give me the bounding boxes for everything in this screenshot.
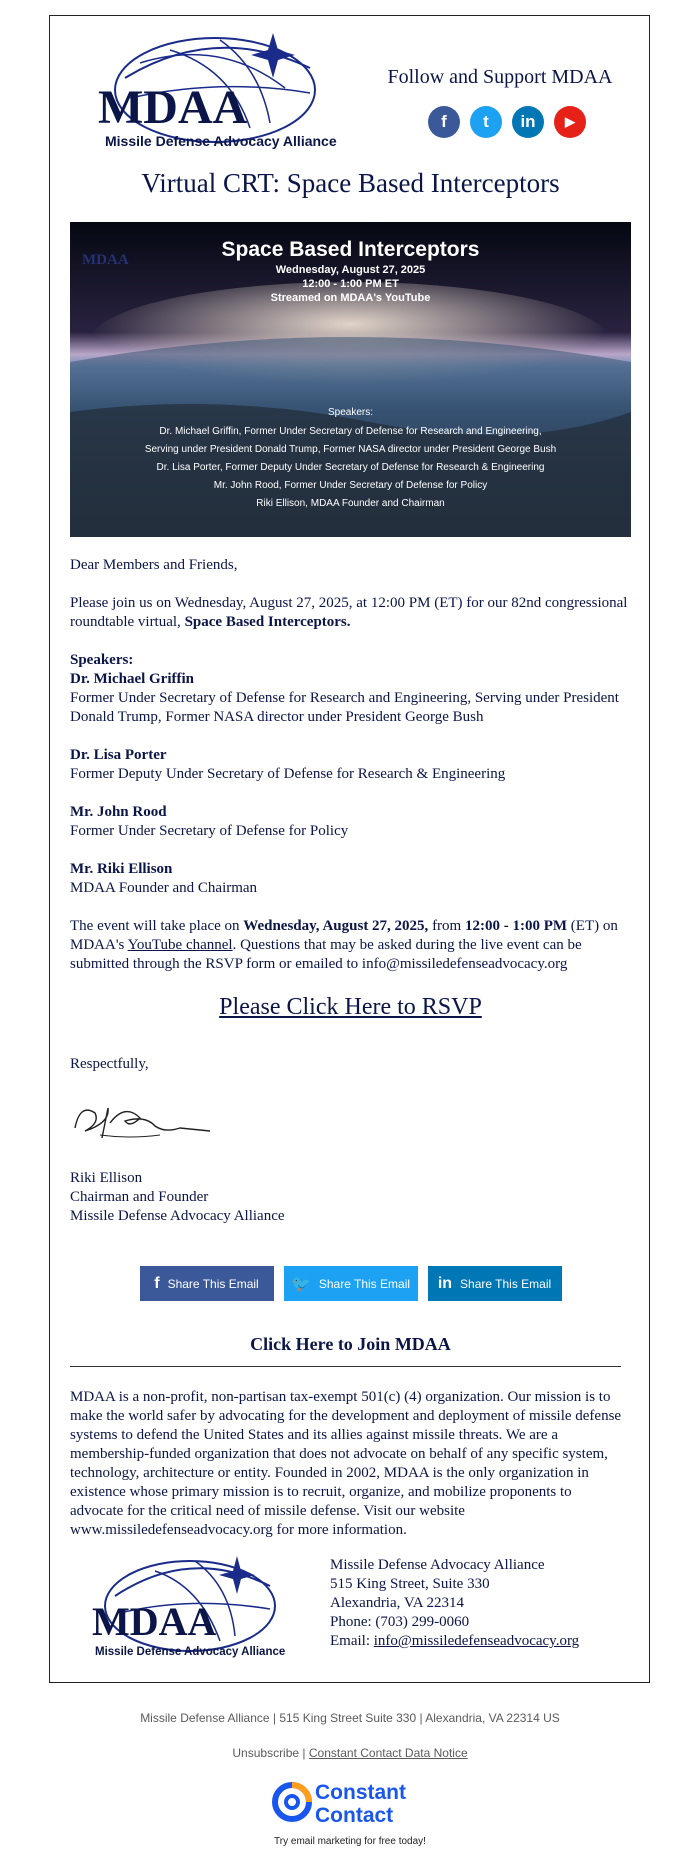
about-paragraph: MDAA is a non-profit, non-partisan tax-exempt 501(c) (4) organization. Our mission is to make the world safer by advocating for the development and deployment of missile defense systems to defend the United States and its allies against missile threats. We are a membership-funded organization that does not advocate on behalf of any specific system, technology, architecture or entity. Founded in 2002, MDAA is the only organization in existence whose primary mission is to recruit, organize, and mobilize proponents to advocate for the critical need of missile defense. Visit our website www.missiledefenseadvocacy.org for more information.	[70, 1389, 622, 1538]
cc-line-1: Constant	[315, 1781, 406, 1804]
footer-logo-text: MDAA	[92, 1599, 217, 1644]
facebook-icon: f	[154, 1274, 160, 1292]
facebook-icon[interactable]: f	[428, 106, 460, 138]
cc-tagline: Try email marketing for free today!	[274, 1836, 426, 1847]
event-paragraph: The event will take place on Wednesday, August 27, 2025, from 12:00 - 1:00 PM (ET) on MDAA's YouTube channel. Questions that may be asked during the live event can be submitted through the RSVP form or emailed to info@missiledefenseadvocacy.org	[70, 918, 618, 972]
logo-subtitle: Missile Defense Advocacy Alliance	[105, 133, 337, 149]
signer-org: Missile Defense Advocacy Alliance	[70, 1208, 285, 1224]
speaker-name: Mr. Riki Ellison	[70, 861, 173, 877]
share-label: Share This Email	[318, 1276, 411, 1291]
banner-speaker-line: Mr. John Rood, Former Under Secretary of Defense for Policy	[213, 480, 488, 491]
page-title: Virtual CRT: Space Based Interceptors	[141, 168, 560, 198]
speaker-role: Former Under Secretary of Defense for Research and Engineering, Serving under President Donald Trump, Former NASA director under President George Bush	[70, 690, 619, 725]
linkedin-icon: in	[437, 1274, 453, 1292]
speaker-name: Mr. John Rood	[70, 804, 167, 820]
constant-contact-logo[interactable]	[268, 1776, 438, 1828]
contact-address	[330, 1556, 630, 1651]
rsvp-link[interactable]: Please Click Here to RSVP	[219, 994, 482, 1020]
signature-image	[70, 1093, 220, 1153]
share-label: Share This Email	[167, 1276, 259, 1291]
data-notice-link[interactable]: Constant Contact Data Notice	[308, 1746, 468, 1760]
email-link[interactable]: info@missiledefenseadvocacy.org	[373, 1633, 580, 1649]
share-button[interactable]	[284, 1266, 418, 1301]
banner-streamed: Streamed on MDAA's YouTube	[270, 292, 431, 304]
greeting: Dear Members and Friends,	[70, 557, 238, 573]
speaker-item	[70, 803, 631, 841]
speaker-list	[70, 670, 631, 898]
address-city: Alexandria, VA 22314	[330, 1595, 465, 1611]
speaker-role: Former Under Secretary of Defense for Policy	[70, 823, 349, 839]
svg-text:MDAA: MDAA	[82, 252, 129, 268]
speakers-heading: Speakers:	[70, 652, 134, 668]
share-button[interactable]	[428, 1266, 562, 1301]
footer-logo-subtitle: Missile Defense Advocacy Alliance	[95, 1646, 286, 1658]
letter-body	[70, 556, 631, 1226]
social-links	[428, 106, 588, 140]
banner-time: 12:00 - 1:00 PM ET	[302, 278, 399, 290]
address-org: Missile Defense Advocacy Alliance	[330, 1557, 545, 1573]
speaker-role: Former Deputy Under Secretary of Defense for Research & Engineering	[70, 766, 506, 782]
banner-date: Wednesday, August 27, 2025	[275, 264, 426, 276]
email-frame	[49, 15, 650, 1683]
speaker-role: MDAA Founder and Chairman	[70, 880, 258, 896]
divider	[70, 1366, 621, 1367]
share-label: Share This Email	[460, 1276, 552, 1291]
address-email-row: Email: info@missiledefenseadvocacy.org	[330, 1633, 580, 1649]
share-buttons	[70, 1266, 631, 1301]
speaker-name: Dr. Michael Griffin	[70, 671, 195, 687]
mdaa-logo[interactable]	[70, 28, 350, 153]
signer-title: Chairman and Founder	[70, 1189, 209, 1205]
speaker-item	[70, 670, 631, 727]
linkedin-icon[interactable]: in	[512, 106, 544, 138]
speaker-item	[70, 860, 631, 898]
banner-speaker-line: Dr. Lisa Porter, Former Deputy Under Secretary of Defense for Research & Engineering	[156, 462, 545, 473]
address-street: 515 King Street, Suite 330	[330, 1576, 490, 1592]
address-phone: Phone: (703) 299-0060	[330, 1614, 470, 1630]
banner-speaker-line: Dr. Michael Griffin, Former Under Secretary of Defense for Research and Engineering,	[159, 426, 542, 437]
twitter-icon[interactable]: t	[470, 106, 502, 138]
footer-address: Missile Defense Alliance | 515 King Street Suite 330 | Alexandria, VA 22314 US	[140, 1711, 560, 1725]
youtube-channel-link[interactable]: YouTube channel	[127, 937, 233, 953]
intro-paragraph: Please join us on Wednesday, August 27, 2025, at 12:00 PM (ET) for our 82nd congressional roundtable virtual, Space Based Interceptors.	[70, 595, 628, 630]
mdaa-logo-footer[interactable]	[70, 1551, 300, 1661]
banner-speaker-line: Riki Ellison, MDAA Founder and Chairman	[256, 498, 445, 509]
signer-name: Riki Ellison	[70, 1170, 143, 1186]
share-button[interactable]	[140, 1266, 274, 1301]
cc-line-2: Contact	[315, 1804, 394, 1827]
banner-speakers-label: Speakers:	[327, 407, 374, 418]
join-link[interactable]: Click Here to Join MDAA	[250, 1334, 451, 1354]
footer-links: Unsubscribe | Constant Contact Data Notice	[232, 1746, 468, 1760]
speaker-name: Dr. Lisa Porter	[70, 747, 167, 763]
logo-text: MDAA	[98, 81, 248, 134]
banner-speaker-line: Serving under President Donald Trump, Former NASA director under President George Bush	[144, 444, 557, 455]
closing: Respectfully,	[70, 1056, 149, 1072]
event-banner[interactable]	[70, 222, 631, 537]
follow-text: Follow and Support MDAA	[387, 66, 613, 88]
youtube-icon[interactable]: ▶	[554, 106, 586, 138]
unsubscribe-link[interactable]: Unsubscribe	[232, 1746, 300, 1760]
banner-title: Space Based Interceptors	[221, 238, 480, 261]
twitter-icon: 🐦	[290, 1275, 311, 1293]
speaker-item	[70, 746, 631, 784]
